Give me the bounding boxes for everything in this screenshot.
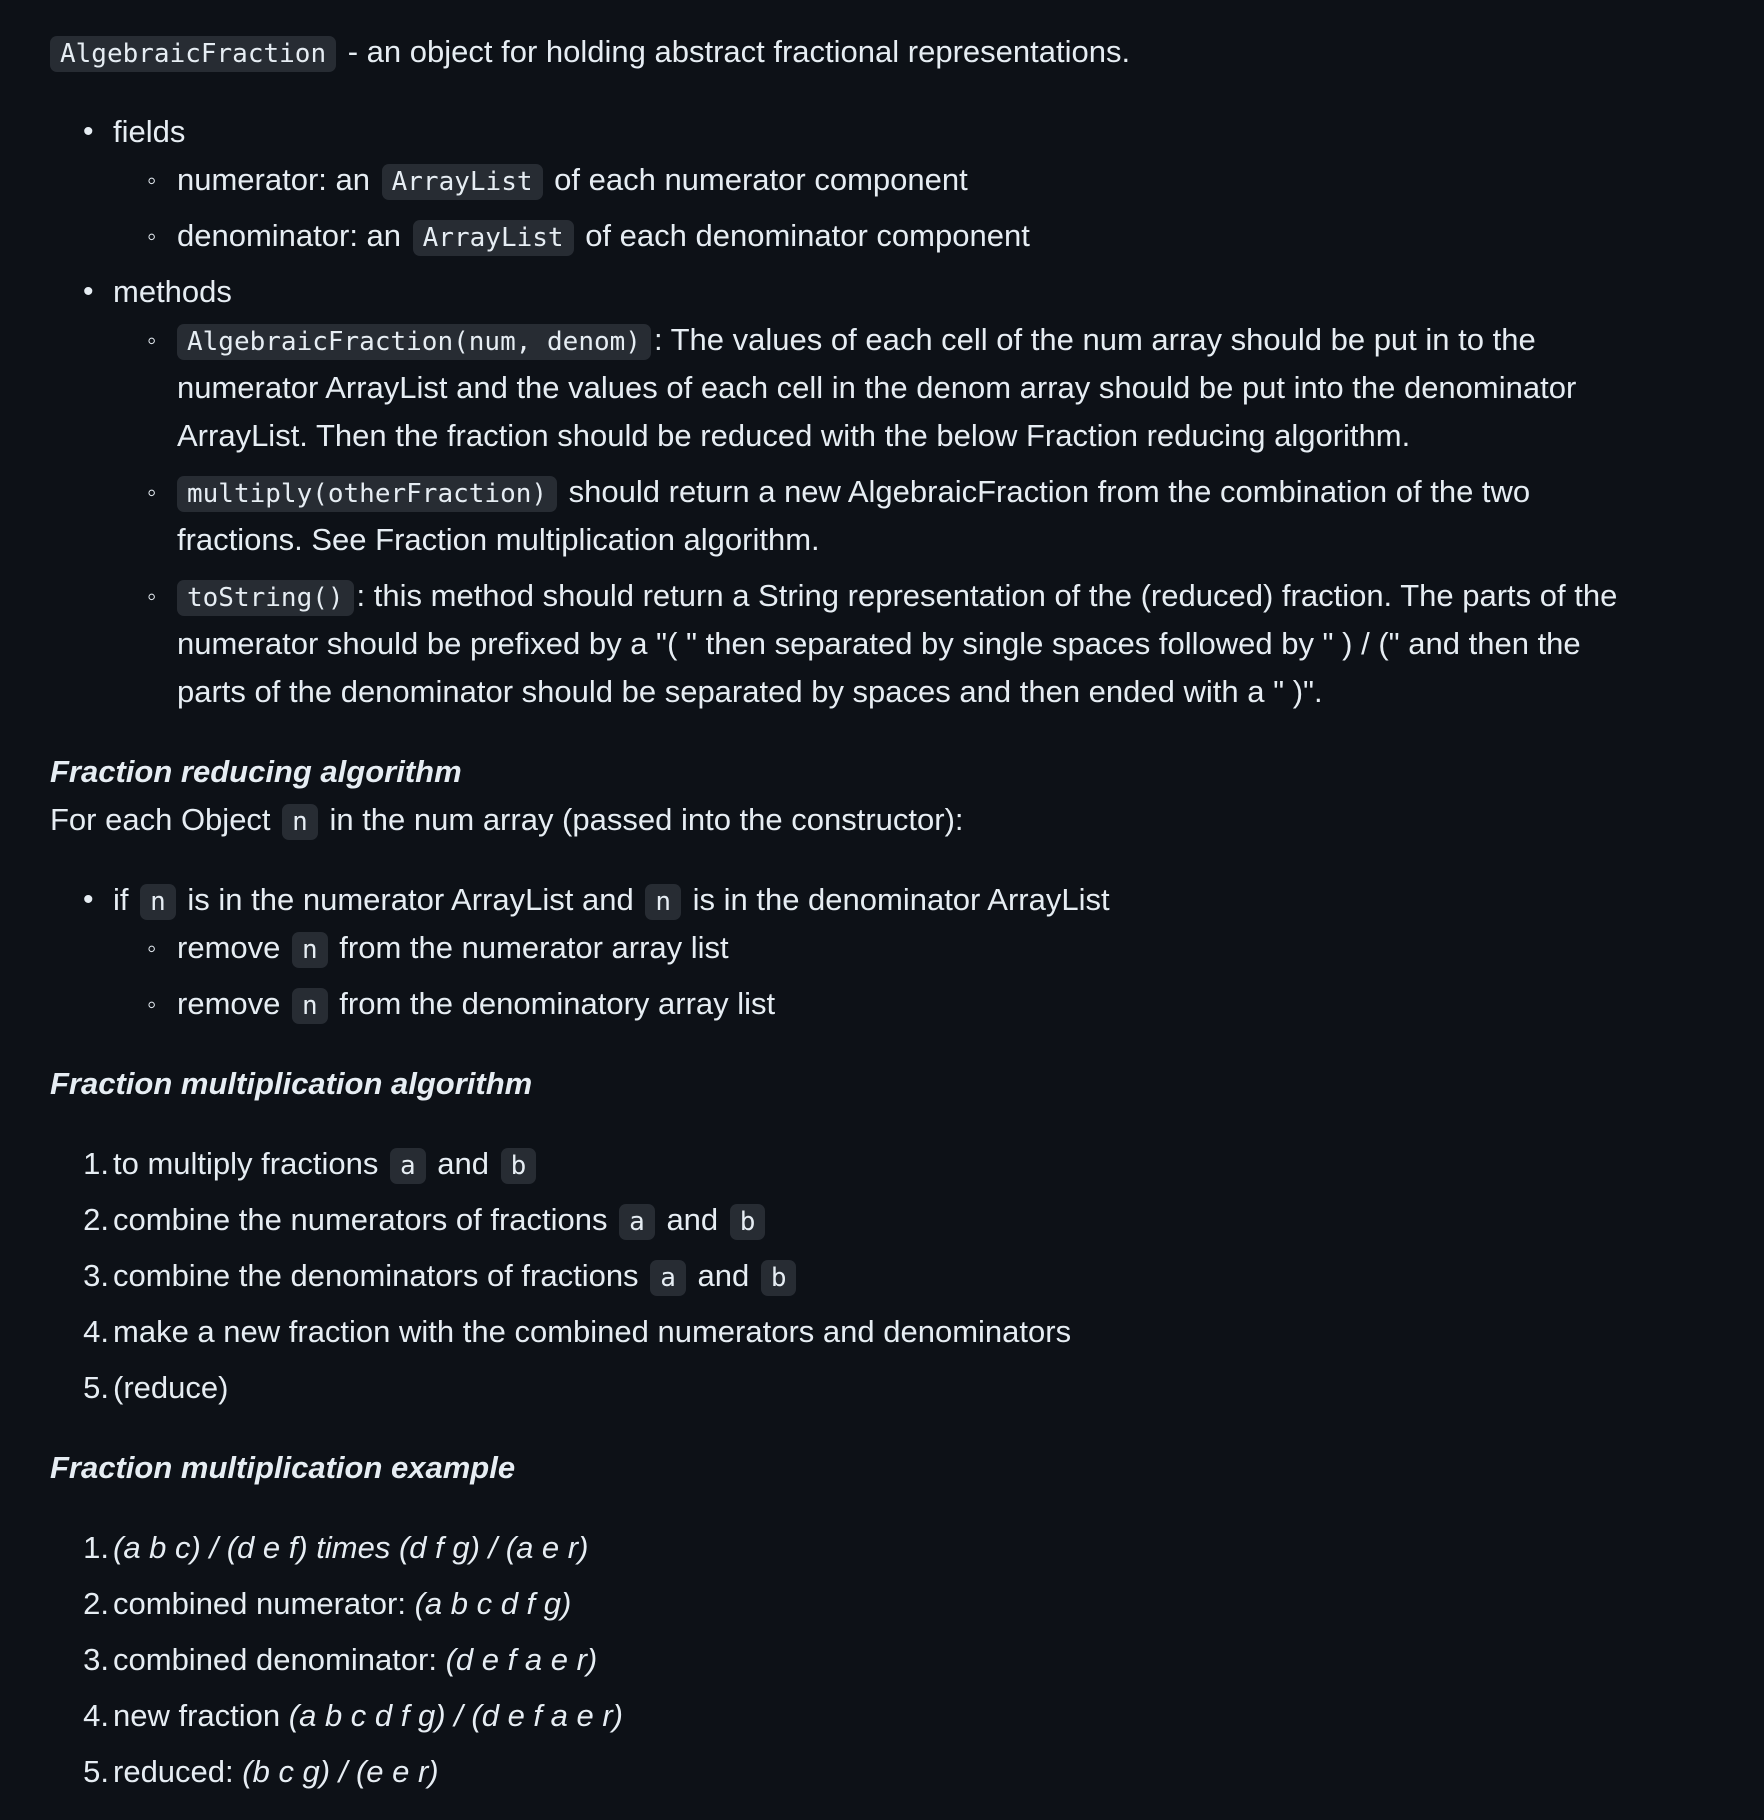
mult-alg-step-5 [83,1364,229,1412]
step-3-text: combine the denominators of fractions [113,1258,639,1293]
tostring-desc-line-2: numerator should be prefixed by a "( " then separated by single spaces followed by " ) / (" and then the [177,626,1581,661]
constructor-desc-1: : The values of each cell of the num array should be put in to the [653,322,1536,357]
mult-ex-step-4 [83,1692,623,1740]
step-4-text: make a new fraction with the combined numerators and denominators [113,1314,1072,1349]
fields-bullet [113,108,185,156]
field-denominator-desc: of each denominator component [585,218,1030,253]
intro-description: - an object for holding abstract fractional representations. [347,34,1131,69]
example-5-label: reduced: [113,1754,234,1789]
code-b: b [730,1204,766,1240]
example-2-value: (a b c d f g) [414,1586,572,1621]
field-numerator-desc: of each numerator component [554,162,968,197]
example-3-value: (d e f a e r) [445,1642,598,1677]
mult-alg-heading: Fraction multiplication algorithm [50,1066,533,1101]
multiply-code: multiply(otherFraction) [177,476,557,512]
list-number: 2. [83,1586,109,1621]
mult-ex-step-2 [83,1580,572,1628]
mult-ex-step-3 [83,1636,598,1684]
class-name-code: AlgebraicFraction [50,36,336,72]
methods-label: methods [113,274,232,309]
reducing-heading: Fraction reducing algorithm [50,754,462,789]
reducing-intro-text: For each Object [50,802,271,837]
reducing-remove-1 [177,924,729,974]
tostring-desc-line-3: parts of the denominator should be separated by spaces and then ended with a " )". [177,674,1323,709]
multiply-desc-1: should return a new AlgebraicFraction from the combination of the two [568,474,1531,509]
reducing-if-code-2: n [645,884,681,920]
code-b: b [761,1260,797,1296]
reducing-if [113,876,1110,926]
reducing-intro-desc: in the num array (passed into the constructor): [329,802,964,837]
mult-alg-step-4 [83,1308,1072,1356]
methods-bullet [113,268,232,316]
mult-alg-step-2 [83,1196,768,1246]
reducing-if-code-1: n [140,884,176,920]
list-number: 5. [83,1754,109,1789]
method-constructor [177,316,1536,366]
reducing-if-text: if [113,882,129,917]
remove-1-desc: from the numerator array list [339,930,729,965]
method-multiply [177,468,1530,518]
code-a: a [650,1260,686,1296]
step-1-text: to multiply fractions [113,1146,379,1181]
remove-1-text: remove [177,930,281,965]
remove-2-desc: from the denominatory array list [339,986,776,1021]
list-number: 4. [83,1698,109,1733]
reducing-if-post: is in the denominator ArrayList [692,882,1110,917]
step-2-text: combine the numerators of fractions [113,1202,608,1237]
list-number: 1. [83,1530,109,1565]
reducing-remove-2 [177,980,775,1030]
example-4-value: (a b c d f g) / (d e f a e r) [288,1698,623,1733]
list-number: 2. [83,1202,109,1237]
code-a: a [619,1204,655,1240]
fields-label: fields [113,114,186,149]
remove-2-code: n [292,988,328,1024]
reducing-intro [50,796,964,846]
tostring-desc-1: : this method should return a String representation of the (reduced) fraction. The parts of the [356,578,1618,613]
constructor-desc-line-2: numerator ArrayList and the values of each cell in the denom array should be put into the denominator [177,370,1577,405]
mult-ex-heading: Fraction multiplication example [50,1450,516,1485]
multiply-desc-line-2: fractions. See Fraction multiplication algorithm. [177,522,820,557]
remove-2-text: remove [177,986,281,1021]
code-b: b [501,1148,537,1184]
field-denominator-code: ArrayList [413,220,574,256]
tostring-code: toString() [177,580,354,616]
field-denominator [177,212,1030,262]
and-text: and [437,1146,489,1181]
list-number: 5. [83,1370,109,1405]
example-1-text: (a b c) / (d e f) times (d f g) / (a e r) [113,1530,589,1565]
field-numerator-code: ArrayList [382,164,543,200]
example-2-label: combined numerator: [113,1586,406,1621]
remove-1-code: n [292,932,328,968]
intro-line [50,28,1130,78]
constructor-code: AlgebraicFraction(num, denom) [177,324,651,360]
field-numerator-text: numerator: an [177,162,370,197]
mult-ex-step-5 [83,1748,439,1796]
list-number: 3. [83,1642,109,1677]
example-3-label: combined denominator: [113,1642,437,1677]
code-a: a [390,1148,426,1184]
mult-ex-step-1 [83,1524,589,1572]
field-numerator [177,156,968,206]
mult-alg-step-1 [83,1140,539,1190]
reducing-intro-code: n [282,804,318,840]
step-5-text: (reduce) [113,1370,229,1405]
list-number: 4. [83,1314,109,1349]
field-denominator-text: denominator: an [177,218,402,253]
constructor-desc-line-3: ArrayList. Then the fraction should be reduced with the below Fraction reducing algorithm. [177,418,1411,453]
example-5-value: (b c g) / (e e r) [242,1754,439,1789]
list-number: 3. [83,1258,109,1293]
and-text: and [697,1258,750,1293]
mult-alg-step-3 [83,1252,799,1302]
and-text: and [666,1202,719,1237]
list-number: 1. [83,1146,109,1181]
reducing-if-mid: is in the numerator ArrayList and [187,882,634,917]
example-4-label: new fraction [113,1698,281,1733]
method-tostring [177,572,1617,622]
